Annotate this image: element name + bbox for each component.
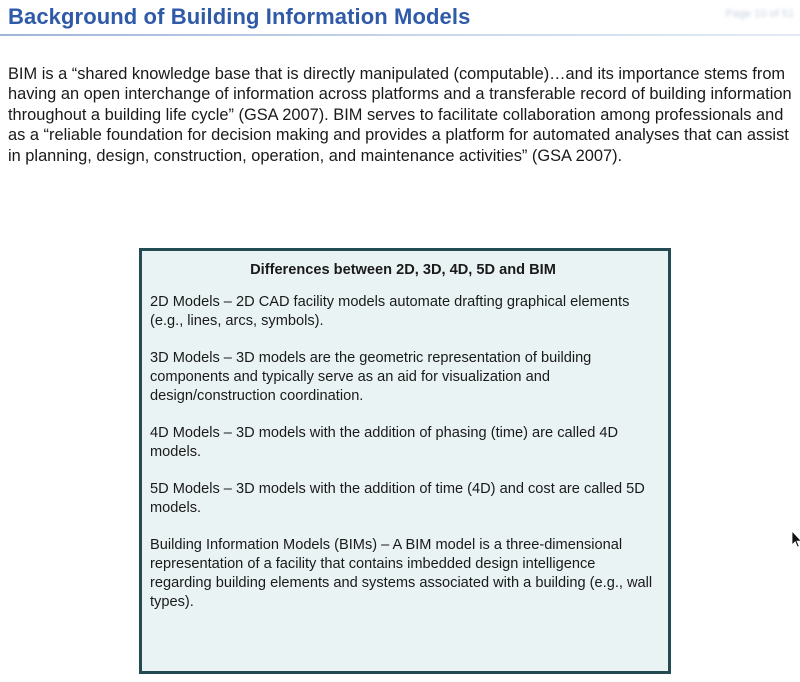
- box-item-5d-models: 5D Models – 3D models with the addition of time (4D) and cost are called 5D models.: [150, 481, 645, 516]
- box-item-2d-models: 2D Models – 2D CAD facility models automate drafting graphical elements (e.g., lines, arcs, symbols).: [150, 294, 630, 329]
- box-item-3d-models: 3D Models – 3D models are the geometric representation of building components and typically serve as an aid for visualization and design/construction coordination.: [150, 350, 592, 404]
- box-item-bim-models: Building Information Models (BIMs) – A BIM model is a three-dimensional representation of a facility that contains imbedded design intelligence regarding building elements and systems associated with a building (e.g., wall types).: [150, 537, 653, 610]
- title-divider: [0, 34, 800, 36]
- box-title: Differences between 2D, 3D, 4D, 5D and BIM: [250, 262, 556, 278]
- mouse-pointer-icon: [792, 531, 800, 549]
- box-item-4d-models: 4D Models – 3D models with the addition of phasing (time) are called 4D models.: [150, 425, 619, 460]
- page-header: [0, 0, 800, 42]
- bim-differences-box: [139, 248, 671, 674]
- page-title: Background of Building Information Models: [8, 4, 471, 29]
- intro-paragraph: BIM is a “shared knowledge base that is directly manipulated (computable)…and its importance stems from having an open interchange of information across platforms and a transferable record of building information throughout a building life cycle” (GSA 2007). BIM serves to facilitate collaboration among professionals and as a “reliable foundation for decision making and provides a platform for automated analyses that can assist in planning, design, construction, operation, and maintenance activities” (GSA 2007).: [8, 65, 792, 165]
- page-number: Page 10 of 51: [725, 8, 794, 20]
